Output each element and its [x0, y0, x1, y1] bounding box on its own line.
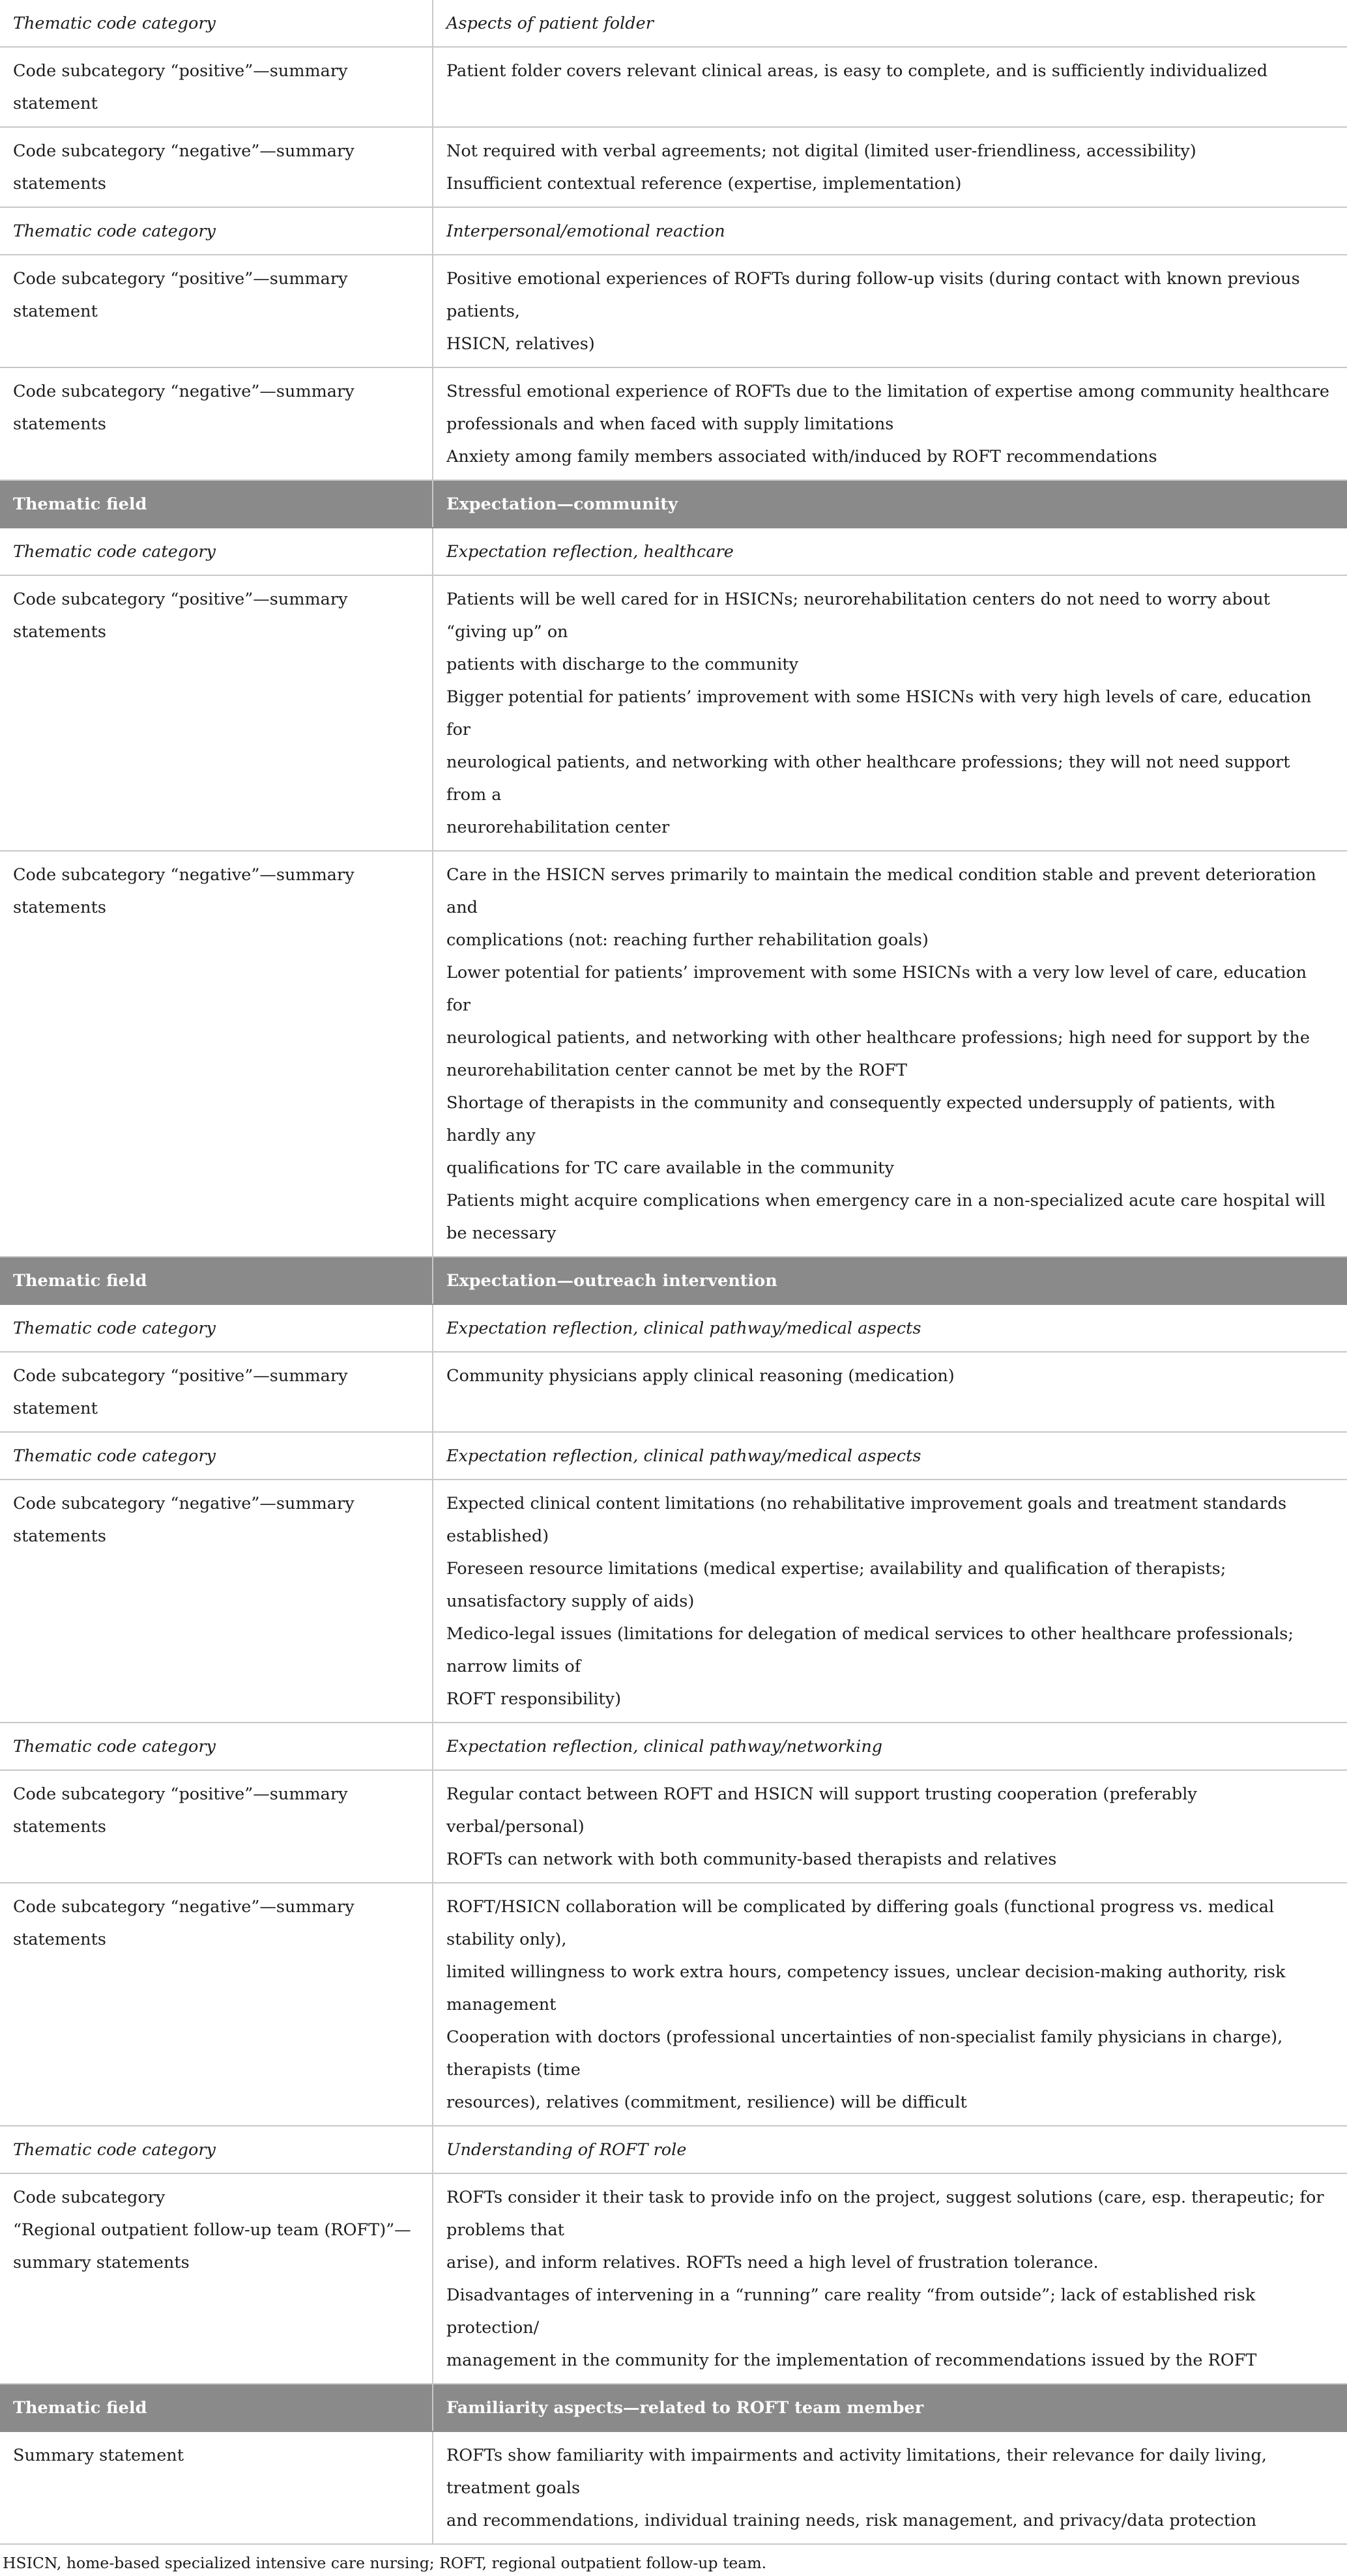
row-content-line: Expectation reflection, clinical pathway/medical aspects — [446, 1319, 921, 1338]
row-label: Thematic code category — [13, 2140, 216, 2160]
row-content-cell — [433, 480, 1347, 528]
row-content-line: HSICN, relatives) — [446, 334, 595, 354]
row-label-cell — [0, 255, 433, 367]
row-label-cell — [0, 2126, 433, 2173]
row-content-line: Patients will be well cared for in HSICNs; neurorehabilitation centers do not need to worry about “giving up” on — [446, 590, 1270, 642]
row-content-line: Bigger potential for patients’ improvement with some HSICNs with very high levels of care, education for — [446, 687, 1312, 739]
row-label-cell — [0, 127, 433, 207]
summary-statement-row — [0, 255, 1347, 367]
row-content-line: Understanding of ROFT role — [446, 2140, 687, 2160]
row-label: Thematic field — [13, 2398, 147, 2418]
row-content-line: Regular contact between ROFT and HSICN will support trusting cooperation (preferably verbal/personal) — [446, 1784, 1197, 1837]
row-label-cell — [0, 1432, 433, 1480]
row-label-line: summary statements — [13, 2253, 190, 2272]
summary-statement-row — [0, 575, 1347, 851]
thematic-field-row — [0, 1257, 1347, 1304]
row-label-line: Code subcategory “negative”—summary statements — [13, 865, 355, 917]
row-content-cell — [433, 1480, 1347, 1723]
row-label-cell — [0, 367, 433, 480]
row-content-line: management in the community for the implementation of recommendations issued by the ROFT — [446, 2351, 1257, 2370]
row-content-line: Expectation reflection, clinical pathway/medical aspects — [446, 1446, 921, 1466]
row-label-line: Code subcategory “negative”—summary statements — [13, 1494, 355, 1546]
row-content-line: Care in the HSICN serves primarily to maintain the medical condition stable and prevent deterioration and — [446, 865, 1316, 917]
row-label-line: Summary statement — [13, 2446, 184, 2465]
row-content-line: ROFT responsibility) — [446, 1689, 622, 1709]
code-category-row — [0, 1723, 1347, 1770]
row-content-line: Medico-legal issues (limitations for delegation of medical services to other healthcare professionals; narrow limits of — [446, 1624, 1294, 1676]
code-category-row — [0, 528, 1347, 575]
row-label-cell — [0, 575, 433, 851]
row-label-line: Code subcategory “positive”—summary statement — [13, 61, 348, 113]
row-label-cell — [0, 1723, 433, 1770]
row-content-line: Interpersonal/emotional reaction — [446, 222, 725, 241]
row-label-cell — [0, 528, 433, 575]
row-label: Thematic field — [13, 494, 147, 514]
row-content-line: ROFT/HSICN collaboration will be complicated by differing goals (functional progress vs. medical stability only), — [446, 1897, 1275, 1949]
row-content-line: Aspects of patient folder — [446, 14, 654, 33]
row-label-line: Code subcategory “positive”—summary statements — [13, 590, 348, 642]
row-content-line: Expectation—community — [446, 494, 678, 514]
row-label: Thematic code category — [13, 1737, 216, 1756]
row-content-line: Insufficient contextual reference (expertise, implementation) — [446, 174, 962, 193]
row-content-line: Anxiety among family members associated with/induced by ROFT recommendations — [446, 447, 1157, 466]
row-label-cell — [0, 0, 433, 47]
row-content-line: Shortage of therapists in the community and consequently expected undersupply of patients, with hardly any — [446, 1093, 1275, 1145]
row-content-cell — [433, 127, 1347, 207]
row-label: Thematic field — [13, 1271, 147, 1291]
row-content-cell — [433, 1723, 1347, 1770]
row-content-line: Positive emotional experiences of ROFTs during follow-up visits (during contact with known previous patients, — [446, 269, 1300, 321]
row-content-line: Cooperation with doctors (professional uncertainties of non-specialist family physicians in charge), therapists (time — [446, 2027, 1283, 2080]
summary-statement-row — [0, 1480, 1347, 1723]
row-content-cell — [433, 367, 1347, 480]
row-content-line: neurological patients, and networking with other healthcare professions; they will not need support from a — [446, 752, 1290, 805]
row-content-line: Patients might acquire complications when emergency care in a non-specialized acute care hospital will be necessary — [446, 1191, 1325, 1243]
row-content-cell — [433, 2384, 1347, 2431]
thematic-field-row — [0, 480, 1347, 528]
row-content-cell — [433, 1432, 1347, 1480]
row-label-cell — [0, 207, 433, 255]
row-content-cell — [433, 1257, 1347, 1304]
summary-statement-row — [0, 1352, 1347, 1432]
summary-statement-row — [0, 367, 1347, 480]
row-content-line: arise), and inform relatives. ROFTs need a high level of frustration tolerance. — [446, 2253, 1099, 2272]
row-content-line: Patient folder covers relevant clinical areas, is easy to complete, and is sufficiently individualized — [446, 61, 1268, 81]
row-label: Thematic code category — [13, 222, 216, 241]
code-category-row — [0, 1304, 1347, 1352]
row-content-line: Lower potential for patients’ improvement with some HSICNs with a very low level of care, education for — [446, 963, 1307, 1015]
summary-statement-row — [0, 1883, 1347, 2126]
row-label-line: Code subcategory “negative”—summary statements — [13, 382, 355, 434]
row-content-line: neurological patients, and networking with other healthcare professions; high need for support by the — [446, 1028, 1310, 1048]
row-label-line: Code subcategory “negative”—summary statements — [13, 1897, 355, 1949]
row-content-cell — [433, 1352, 1347, 1432]
row-content-line: Community physicians apply clinical reasoning (medication) — [446, 1366, 955, 1386]
row-label-cell — [0, 1480, 433, 1723]
row-label-cell — [0, 1770, 433, 1883]
summary-statement-row — [0, 851, 1347, 1257]
row-content-line: Disadvantages of intervening in a “running” care reality “from outside”; lack of established risk protection/ — [446, 2285, 1256, 2338]
row-content-line: Expected clinical content limitations (no rehabilitative improvement goals and treatment standards established) — [446, 1494, 1287, 1546]
row-content-line: ROFTs consider it their task to provide info on the project, suggest solutions (care, esp. therapeutic; for problems that — [446, 2188, 1324, 2240]
row-label-line: “Regional outpatient follow-up team (ROFT)”— — [13, 2220, 411, 2240]
code-category-row — [0, 2126, 1347, 2173]
row-content-cell — [433, 207, 1347, 255]
row-content-cell — [433, 851, 1347, 1257]
row-label-line: Code subcategory “negative”—summary statements — [13, 141, 355, 193]
summary-statement-row — [0, 2431, 1347, 2544]
table-footnote: HSICN, home-based specialized intensive care nursing; ROFT, regional outpatient follow-up team. — [3, 2554, 767, 2572]
row-label-line: Code subcategory — [13, 2188, 166, 2207]
row-content-line: ROFTs can network with both community-based therapists and relatives — [446, 1850, 1057, 1869]
row-label: Thematic code category — [13, 1446, 216, 1466]
row-label-cell — [0, 480, 433, 528]
code-category-row — [0, 1432, 1347, 1480]
row-label-cell — [0, 1352, 433, 1432]
row-content-cell — [433, 47, 1347, 127]
row-label-cell — [0, 1257, 433, 1304]
row-content-line: complications (not: reaching further rehabilitation goals) — [446, 930, 929, 950]
row-content-line: qualifications for TC care available in the community — [446, 1158, 894, 1178]
row-content-cell — [433, 528, 1347, 575]
row-content-cell — [433, 255, 1347, 367]
row-label: Thematic code category — [13, 14, 216, 33]
row-content-line: resources), relatives (commitment, resilience) will be difficult — [446, 2093, 967, 2112]
row-label-line: Code subcategory “positive”—summary statement — [13, 1366, 348, 1418]
row-content-line: neurorehabilitation center — [446, 818, 670, 837]
row-label-line: Code subcategory “positive”—summary statement — [13, 269, 348, 321]
row-content-line: Stressful emotional experience of ROFTs due to the limitation of expertise among community healthcare — [446, 382, 1330, 401]
row-content-line: limited willingness to work extra hours, competency issues, unclear decision-making authority, risk management — [446, 1962, 1286, 2014]
summary-statement-row — [0, 2173, 1347, 2384]
row-content-line: Expectation reflection, clinical pathway/networking — [446, 1737, 883, 1756]
row-content-line: Not required with verbal agreements; not digital (limited user-friendliness, accessibility) — [446, 141, 1196, 161]
row-label: Thematic code category — [13, 1319, 216, 1338]
summary-statement-row — [0, 47, 1347, 127]
row-content-cell — [433, 2126, 1347, 2173]
row-label-cell — [0, 47, 433, 127]
code-category-row — [0, 207, 1347, 255]
row-content-line: Expectation—outreach intervention — [446, 1271, 777, 1291]
row-label: Thematic code category — [13, 542, 216, 562]
row-content-line: professionals and when faced with supply limitations — [446, 414, 894, 434]
summary-statement-row — [0, 1770, 1347, 1883]
row-label-cell — [0, 2384, 433, 2431]
row-content-cell — [433, 2173, 1347, 2384]
code-category-row — [0, 0, 1347, 47]
row-label-cell — [0, 851, 433, 1257]
row-label-cell — [0, 2431, 433, 2544]
row-content-line: Foreseen resource limitations (medical expertise; availability and qualification of therapists; unsatisfactory supply of aids) — [446, 1559, 1226, 1611]
row-content-line: Expectation reflection, healthcare — [446, 542, 734, 562]
row-content-line: neurorehabilitation center cannot be met by the ROFT — [446, 1061, 908, 1080]
row-content-cell — [433, 0, 1347, 47]
row-content-cell — [433, 575, 1347, 851]
row-label-line: Code subcategory “positive”—summary statements — [13, 1784, 348, 1837]
row-content-line: patients with discharge to the community — [446, 655, 799, 674]
thematic-field-row — [0, 2384, 1347, 2431]
row-content-cell — [433, 1304, 1347, 1352]
row-content-line: and recommendations, individual training needs, risk management, and privacy/data protection — [446, 2511, 1257, 2530]
row-content-cell — [433, 1770, 1347, 1883]
summary-statement-row — [0, 127, 1347, 207]
row-label-cell — [0, 1304, 433, 1352]
row-content-line: Familiarity aspects—related to ROFT team member — [446, 2398, 924, 2418]
row-content-cell — [433, 1883, 1347, 2126]
row-content-cell — [433, 2431, 1347, 2544]
row-label-cell — [0, 1883, 433, 2126]
row-content-line: ROFTs show familiarity with impairments and activity limitations, their relevance for daily living, treatment goals — [446, 2446, 1267, 2498]
row-label-cell — [0, 2173, 433, 2384]
